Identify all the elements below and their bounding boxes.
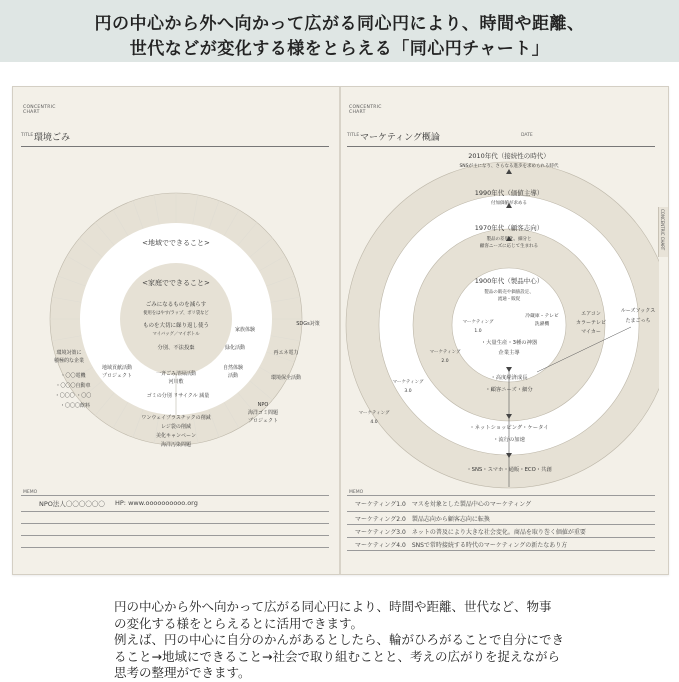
ring2-side-2: カラーテレビ [576,320,606,326]
memo-row-4: マーケティング4.0 SNSで常時接続する時代のマーケティングの新たなあり方 [355,542,568,549]
right-page [341,87,668,574]
banner-line-2: 世代などが変化する様をとらえる「同心円チャート」 [129,39,550,59]
outer-energy: 再エネ電力 [273,350,299,356]
outer-npo-1: NPO [257,402,269,408]
memo-label: MEMO [23,490,38,495]
left-page [13,87,339,574]
outer-company-1: 環境対策に [56,350,82,356]
description-line: 例えば、円の中心に自分のかんがあるとしたら、輪がひろがることで自分にでき [114,632,565,647]
region-project-1: 地域貢献活動 [101,365,133,371]
region-cleanup-1: 一斉ごみ清掃活動 [155,371,197,377]
outer-conservation: 環境保全活動 [270,375,302,381]
description-line: 円の中心から外へ向かって広がる同心円により、時間や距離、世代など、物事 [114,599,552,614]
outer-company-2: 積極的な企業 [53,358,85,364]
banner-line-1: 円の中心から外へ向かって広がる同心円により、時間や距離、 [94,14,585,34]
title-label: TITLE [347,133,360,138]
outer-npo-2: 海洋ゴミ問題 [247,410,279,416]
company-2: ・〇〇〇自動車 [55,383,91,389]
region-cleanup-2: 河川敷 [168,379,184,385]
center-heading: <家庭でできること> [142,279,210,287]
company-4: ・〇〇〇飲料 [59,403,91,409]
mk2-name: マーケティング [429,350,461,355]
era-1970-heading: 1970年代（顧客志向） [474,224,544,232]
appliances-2: 洗濯機 [534,322,550,327]
outer-npo-3: プロジェクト [248,418,278,424]
ring2-item-1: ・高度経済成長 [490,375,528,381]
ring2-item-2: ・顧客ニーズ・細分 [485,387,533,393]
description-line: 思考の整理ができます。 [114,665,251,680]
middle-heading: <地域でできること> [142,239,210,247]
description-line: ること→地域にできること→社会で取り組むことと、考えの広がりを捉えながら [114,648,560,664]
mk2-ver: 2.0 [441,359,449,364]
era-1900-heading: 1900年代（製品中心） [474,277,544,285]
company-3: ・〇〇〇 ・〇〇 [54,393,92,399]
outer-sdgs: SDGs対策 [296,321,320,327]
center-item-2: 使用をはやす/ラップ、ポリ袋など [143,311,209,316]
ring3-side-2: たまごっち [625,318,651,324]
right-header: CONCENTRIC CHART [349,105,382,115]
core-item-2: 企業主導 [498,350,520,356]
era-2010-heading: 2010年代（接続性の時代） [468,152,550,160]
page-title: マーケティング概論 [360,133,440,143]
region-family: 家族体験 [234,327,256,333]
description-line: の変化する様をとらえるとに活用できます。 [114,615,364,631]
memo-divider [21,495,329,496]
region-nature-2: 活動 [227,373,239,379]
era-1900-sub: 製品の販売や価値設定、 [484,290,534,295]
ring2-side-1: エアコン [581,311,601,317]
memo-hp: HP: www.oooooooooo.org [115,499,198,507]
ring3-item-1: ・ネットショッピング・ケータイ [469,425,549,431]
mk3-ver: 3.0 [404,389,412,394]
outer-plastic-1: ワンウェイプラスチックの削減 [141,415,211,421]
memo-rule [21,511,329,512]
mk4-name: マーケティング [358,411,390,416]
era-2010-sub: SNSが主になり、さらなる進歩を求められる時代 [459,164,559,169]
title-label: TITLE [21,133,34,138]
description-text [114,599,614,682]
memo-row-3: マーケティング3.0 ネットの普及により大きな社会変化。商品を取り巻く価値が重要 [355,529,586,536]
ring4-item-1: ・SNS・スマホ・通販・ECO・共創 [466,467,552,473]
outer-plastic-4: 海洋汚染問題 [160,442,192,448]
date-label: DATE [521,133,533,138]
era-1970-sub2: 顧客ニーズに応じて生まれる [479,244,539,249]
header-banner [0,0,679,62]
region-project-2: プロジェクト [102,373,132,379]
memo-org: NPO法人〇〇〇〇〇〇 [39,500,105,508]
ring3-item-2: ・流行の加速 [493,437,525,443]
era-1900-sub2: 流通・販促 [497,297,521,302]
memo-divider [347,495,655,496]
memo-rule [347,511,655,512]
right-title-row [347,128,655,147]
memo-row-1: マーケティング1.0 マスを対象とした製品中心のマーケティング [355,501,532,508]
left-title-row [21,128,329,147]
memo-row-2: マーケティング2.0 製品志向から顧客志向に転換 [355,516,490,523]
memo-label: MEMO [349,490,364,495]
era-1990-sub: 付加価値が求める [491,201,527,206]
center-item-3: ものを大切に繰り返し使う [142,323,210,329]
left-concentric-chart [13,149,339,489]
page-title: 環境ごみ [34,133,71,143]
memo-rule [21,547,329,548]
notebook-spread [12,86,669,575]
ring2-side-3: マイカー [581,329,601,335]
center-item-1: ごみになるものを減らす [145,302,207,308]
left-header: CONCENTRIC CHART [23,105,56,115]
side-tab[interactable]: CONCENTRIC CHART [658,207,668,257]
right-concentric-chart [341,147,659,492]
region-nature-1: 自然体験 [222,365,244,371]
ring3-side-1: ルーズソックス [620,308,656,314]
outer-plastic-2: レジ袋の削減 [161,424,191,430]
center-item-5: 分別、不法投棄 [157,345,195,351]
core-item-1: ・大量生産・3種の神器 [480,340,538,346]
mk1-ver: 1.0 [474,329,482,334]
era-1970-sub: 製品の差別化、細分と [486,237,532,242]
memo-rule [347,537,655,538]
region-greening: 緑化活動 [224,345,246,351]
mk1-name: マーケティング [462,320,494,325]
company-1: ・〇〇電機 [60,373,86,379]
center-item-4: マイバッグ／マイボトル [152,332,200,337]
outer-plastic-3: 美化キャンペーン [156,433,196,439]
memo-rule [347,550,655,551]
era-1990-heading: 1990年代（価値主導） [474,189,544,197]
mk4-ver: 4.0 [370,420,378,425]
mk3-name: マーケティング [392,380,424,385]
region-sorting: ゴミの分別 リサイクル 減量 [146,393,210,399]
memo-rule [347,524,655,525]
memo-rule [21,535,329,536]
appliances-1: 冷蔵庫・テレビ [525,314,559,319]
memo-rule [21,523,329,524]
